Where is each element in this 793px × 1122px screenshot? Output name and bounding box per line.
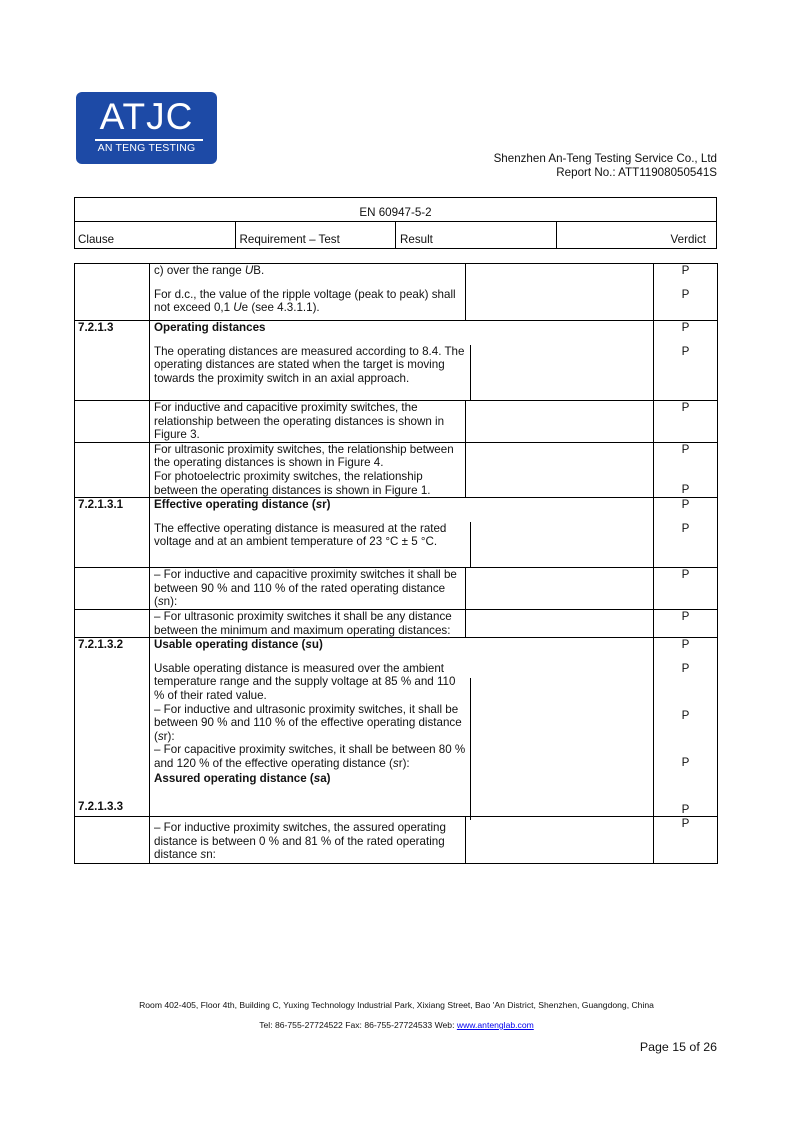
clause-number: 7.2.1.3.3 — [78, 799, 124, 813]
requirement-text: For photoelectric proximity switches, the relationship between the operating distances is shown in Figure 1. — [154, 469, 431, 497]
result-divider — [470, 678, 471, 820]
clause-cell — [75, 568, 150, 610]
logo-tagline: AN TENG TESTING — [97, 142, 196, 154]
report-number: Report No.: ATT11908050541S — [556, 166, 717, 179]
verdict-cell — [654, 817, 718, 864]
verdict-cell — [654, 401, 718, 443]
footer-address: Room 402-405, Floor 4th, Building C, Yuxing Technology Industrial Park, Xixiang Street, Bao 'An District, Shenzhen, Guangdong, China — [139, 1000, 654, 1010]
requirement-cell — [150, 442, 466, 497]
result-divider — [470, 345, 471, 400]
footer-contact — [0, 1020, 793, 1030]
clause-cell — [75, 442, 150, 497]
table-row — [75, 817, 718, 864]
verdict-value: P — [681, 498, 690, 512]
verdict-cell — [654, 321, 718, 401]
table-row — [75, 609, 718, 637]
result-cell — [466, 442, 654, 497]
company-logo — [76, 92, 217, 164]
company-name: Shenzhen An-Teng Testing Service Co., Ltd — [493, 152, 717, 165]
result-divider — [470, 522, 471, 567]
result-cell — [466, 817, 654, 864]
logo-mark: ATJC — [99, 96, 194, 137]
verdict-value: P — [681, 709, 690, 723]
verdict-value: P — [681, 802, 690, 816]
clause-cell — [75, 609, 150, 637]
verdict-value: P — [681, 321, 690, 334]
requirement-text: For d.c., the value of the ripple voltage (peak to peak) shall not exceed 0,1 Ue (see 4.3.1.1). — [154, 287, 456, 315]
table-row — [75, 401, 718, 443]
verdict-cell — [654, 568, 718, 610]
verdict-value: P — [681, 817, 690, 831]
requirement-text: c) over the range UB. — [154, 264, 265, 277]
column-header-requirement: Requirement – Test — [235, 222, 396, 249]
verdict-value: P — [681, 442, 690, 456]
clause-cell — [75, 401, 150, 443]
result-cell — [466, 264, 654, 321]
contact-numbers: Tel: 86-755-27724522 Fax: 86-755-27724533 Web: — [259, 1020, 457, 1030]
clause-cell: 7.2.1.3.1 — [75, 498, 150, 568]
requirements-table — [74, 263, 718, 864]
requirement-text: For inductive and capacitive proximity switches, the relationship between the operating distances is shown in Figure 3. — [154, 401, 445, 442]
requirement-cell — [150, 264, 466, 321]
verdict-value: P — [681, 521, 690, 535]
verdict-value: P — [681, 401, 690, 414]
requirement-text: The effective operating distance is measured at the rated voltage and at an ambient temperature of 23 °C ± 5 °C. — [154, 521, 447, 549]
verdict-value: P — [681, 264, 690, 277]
result-cell — [466, 609, 654, 637]
verdict-value: P — [681, 483, 690, 497]
verdict-value: P — [681, 609, 690, 623]
clause-cell: 7.2.1.3 — [75, 321, 150, 401]
verdict-cell — [654, 442, 718, 497]
result-cell — [466, 401, 654, 443]
table-header — [74, 197, 717, 249]
requirement-cell — [150, 817, 466, 864]
clause-number: 7.2.1.3.2 — [78, 638, 124, 652]
verdict-value: P — [681, 287, 690, 301]
result-cell — [466, 568, 654, 610]
section-title: Effective operating distance (sr) — [154, 498, 331, 512]
column-header-verdict: Verdict — [556, 222, 717, 249]
report-header — [494, 152, 717, 180]
verdict-value: P — [681, 568, 690, 582]
standard-title: EN 60947-5-2 — [75, 198, 717, 222]
verdict-value: P — [681, 661, 690, 675]
requirement-cell — [150, 321, 654, 401]
requirement-text: For ultrasonic proximity switches, the relationship between the operating distances is shown in Figure 4. — [154, 442, 454, 470]
section-title: Assured operating distance (sa) — [154, 772, 331, 786]
table-row — [75, 638, 718, 817]
table-row — [75, 442, 718, 497]
verdict-value: P — [681, 638, 690, 652]
requirement-text: The operating distances are measured according to 8.4. The operating distances are stated when the target is moving towards the proximity switch in an axial approach. — [154, 344, 465, 385]
requirement-text: – For inductive and capacitive proximity switches it shall be between 90 % and 110 % of the rated operating distance (sn): — [154, 568, 457, 609]
verdict-cell — [654, 638, 718, 817]
requirement-cell — [150, 401, 466, 443]
requirement-text: – For inductive proximity switches, the assured operating distance is between 0 % and 81 % of the rated operating distance sn: — [154, 821, 446, 862]
requirement-text: – For ultrasonic proximity switches it shall be any distance between the minimum and maximum operating distances: — [154, 609, 452, 637]
verdict-value: P — [681, 755, 690, 769]
verdict-cell — [654, 264, 718, 321]
clause-cell — [75, 817, 150, 864]
website-link[interactable]: www.antenglab.com — [456, 1020, 534, 1030]
verdict-value: P — [681, 344, 690, 358]
requirement-text: – For capacitive proximity switches, it shall be between 80 % and 120 % of the effective operating distance (sr): — [154, 743, 466, 770]
requirement-cell — [150, 568, 466, 610]
requirement-text: – For inductive and ultrasonic proximity switches, it shall be between 90 % and 110 % of the effective operating distance (sr): — [154, 702, 462, 743]
clause-cell — [75, 638, 150, 817]
clause-cell — [75, 264, 150, 321]
table-row — [75, 498, 718, 568]
requirement-text: Usable operating distance is measured over the ambient temperature range and the supply voltage at 85 % and 110 % of their rated value. — [154, 661, 456, 702]
requirement-cell — [150, 638, 654, 817]
table-row — [75, 321, 718, 401]
verdict-cell — [654, 609, 718, 637]
table-row — [75, 264, 718, 321]
section-title: Operating distances — [154, 321, 266, 334]
requirement-cell — [150, 609, 466, 637]
table-row — [75, 568, 718, 610]
logo-divider — [95, 139, 203, 141]
column-header-result: Result — [396, 222, 557, 249]
page-number: Page 15 of 26 — [639, 1040, 717, 1054]
requirement-cell — [150, 498, 654, 568]
column-header-clause: Clause — [75, 222, 236, 249]
verdict-cell — [654, 498, 718, 568]
section-title: Usable operating distance (su) — [154, 638, 323, 652]
